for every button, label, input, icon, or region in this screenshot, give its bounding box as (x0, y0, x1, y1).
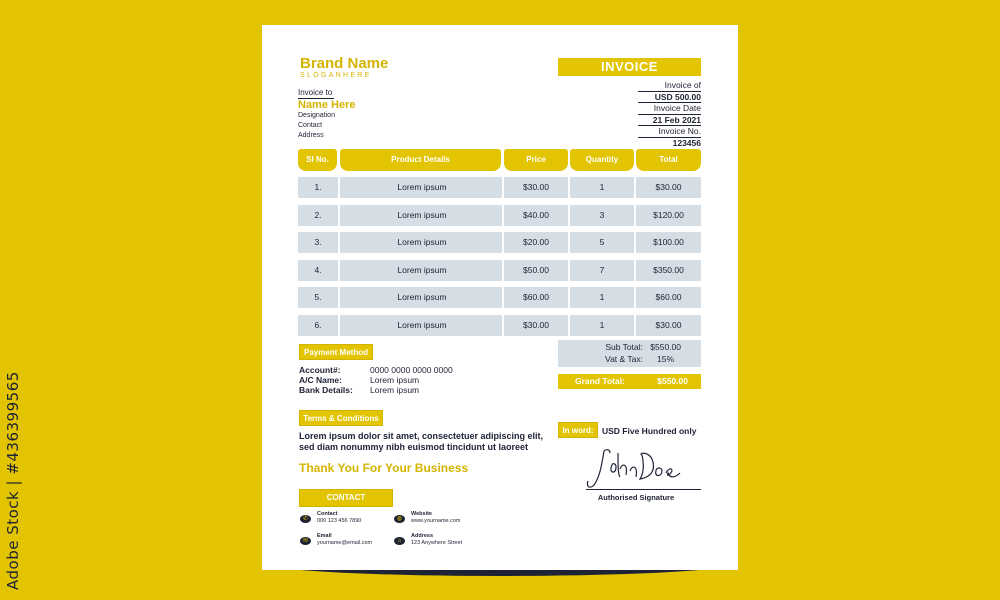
table-row (298, 260, 701, 281)
cell-product: Lorem ipsum (397, 210, 447, 220)
tax-value: 15% (656, 354, 674, 364)
table-row (298, 177, 701, 198)
cell-no: 1. (314, 182, 322, 192)
cell-qty: 3 (599, 210, 605, 220)
cell-product: Lorem ipsum (397, 292, 447, 302)
brand-name: Brand Name (300, 55, 389, 72)
ac-name-value: Lorem ipsum (370, 375, 420, 385)
cell-qty: 1 (599, 292, 605, 302)
invoice-of-label: Invoice of (638, 80, 701, 92)
contact-email (317, 533, 372, 547)
cell-product: Lorem ipsum (397, 320, 447, 330)
cell-price: $50.00 (523, 265, 549, 275)
brand-logo (300, 56, 388, 79)
stock-id-watermark: Adobe Stock | #436399565 (4, 371, 22, 590)
subtotal-label: Sub Total: (605, 342, 643, 352)
grand-total (558, 374, 701, 389)
contact-website-label: Website (411, 511, 432, 517)
cell-product: Lorem ipsum (397, 265, 447, 275)
cell-price: $40.00 (523, 210, 549, 220)
cell-qty: 5 (599, 237, 605, 247)
contact-address (411, 533, 462, 547)
header-sl-no: Sl No. (298, 149, 337, 171)
phone-icon: ✆ (300, 515, 311, 523)
terms-text: Lorem ipsum dolor sit amet, consectetuer adipiscing elit, sed diam nonummy nibh euismod tincidunt ut laoreet (299, 431, 544, 452)
cell-product: Lorem ipsum (397, 237, 447, 247)
signature-graphic (582, 443, 692, 493)
grand-total-value: $550.00 (657, 376, 688, 386)
header-total: Total (636, 149, 701, 171)
cell-total: $60.00 (655, 292, 682, 302)
bank-label: Bank Details: (299, 385, 353, 395)
cell-price: $60.00 (523, 292, 549, 302)
account-label: Account#: (299, 365, 341, 375)
cell-price: $30.00 (523, 320, 549, 330)
cell-total: $30.00 (655, 182, 682, 192)
contact-website-value: www.yourname.com (411, 518, 461, 524)
grand-total-label: Grand Total: (575, 376, 625, 386)
cell-price: $20.00 (523, 237, 549, 247)
cell-qty: 7 (599, 265, 605, 275)
invoice-meta (638, 80, 701, 148)
contact-phone-value: 000 123 456 7890 (317, 518, 362, 524)
cell-total: $30.00 (655, 320, 682, 330)
totals-box (558, 340, 701, 367)
contact-email-value: yourname@email.com (317, 540, 373, 546)
cell-no: 4. (314, 265, 322, 275)
cell-no: 6. (314, 320, 322, 330)
header-quantity: Quantity (570, 149, 634, 171)
home-icon: ⌂ (394, 537, 405, 545)
cell-no: 5. (314, 292, 322, 302)
signature-stroke (587, 450, 680, 487)
table-row (298, 205, 701, 226)
bill-to-name: Name Here (298, 99, 356, 111)
cell-product: Lorem ipsum (397, 182, 447, 192)
table-row (298, 287, 701, 308)
bill-to-label: Invoice to (298, 88, 333, 97)
in-word-value: USD Five Hundred only (602, 426, 697, 436)
ac-name-label: A/C Name: (299, 375, 342, 385)
cell-no: 3. (314, 237, 322, 247)
in-word-tag: In word: (558, 422, 598, 438)
invoice-date-label: Invoice Date (638, 103, 701, 115)
contact-email-label: Email (317, 533, 332, 539)
cell-total: $100.00 (653, 237, 684, 247)
invoice-sheet (262, 25, 738, 570)
invoice-no-label: Invoice No. (638, 126, 701, 138)
contact-phone (317, 511, 361, 525)
cell-qty: 1 (599, 320, 605, 330)
subtotal-value: $550.00 (650, 342, 681, 352)
signature-label: Authorised Signature (597, 493, 675, 502)
invoice-no-value: 123456 (672, 137, 701, 148)
cell-no: 2. (314, 210, 322, 220)
terms-tag: Terms & Conditions (299, 410, 383, 426)
thank-you-text: Thank You For Your Business (299, 461, 469, 475)
account-value: 0000 0000 0000 0000 (370, 365, 453, 375)
globe-icon: ◍ (394, 515, 405, 523)
contact-tag: CONTACT (299, 489, 393, 507)
contact-address-label: Address (411, 533, 434, 539)
contact-address-value: 123 Anywhere Street (411, 540, 463, 546)
table-row (298, 232, 701, 253)
cell-price: $30.00 (523, 182, 549, 192)
contact-phone-label: Contact (317, 511, 338, 517)
bank-value: Lorem ipsum (370, 385, 420, 395)
cell-total: $350.00 (653, 265, 684, 275)
signature-line (586, 489, 701, 490)
bill-to-contact: Contact (298, 122, 323, 129)
cell-qty: 1 (599, 182, 605, 192)
payment-values (370, 365, 453, 395)
table-row (298, 315, 701, 336)
brand-slogan: SLOGANHERE (300, 72, 372, 79)
invoice-of-value: USD 500.00 (638, 92, 701, 104)
bill-to (298, 88, 355, 141)
invoice-title: INVOICE (558, 58, 701, 76)
invoice-date-value: 21 Feb 2021 (638, 115, 701, 127)
mail-icon: ✉ (300, 537, 311, 545)
payment-method-tag: Payment Method (299, 344, 373, 360)
contact-website (411, 511, 461, 525)
header-product-details: Product Details (340, 149, 501, 171)
header-price: Price (504, 149, 568, 171)
cell-total: $120.00 (653, 210, 684, 220)
bill-to-address: Address (298, 132, 324, 139)
payment-labels (299, 365, 353, 395)
tax-label: Vat & Tax: (605, 354, 643, 364)
bill-to-designation: Designation (298, 112, 335, 119)
